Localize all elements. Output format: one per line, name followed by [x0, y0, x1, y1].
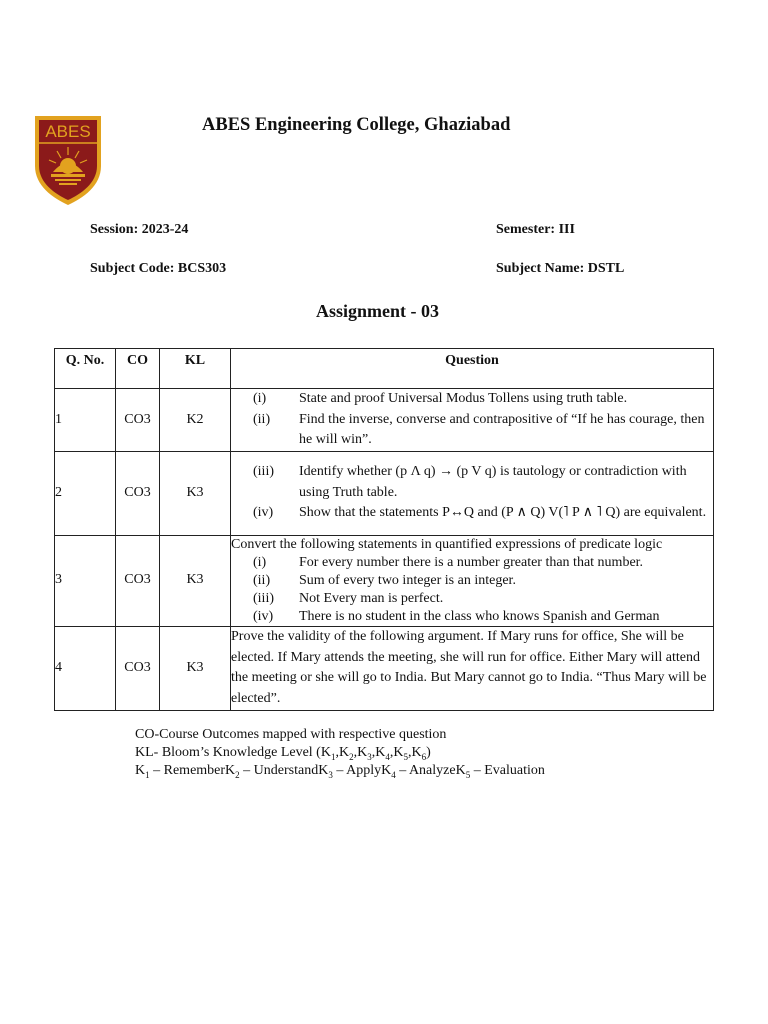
item-label: (ii) [253, 572, 271, 588]
item-text: State and proof Universal Modus Tollens using truth table. [299, 391, 628, 406]
row-question [231, 451, 714, 535]
item-text: There is no student in the class who knows Spanish and German [299, 608, 660, 624]
table-row [55, 535, 714, 626]
kl-note: KL- Bloom’s Knowledge Level $(K_1,K_2,K_3,K_4,K_5,K_6)$ [135, 745, 431, 762]
row-question [231, 535, 714, 626]
level-name: Apply [346, 763, 382, 778]
list-item [231, 389, 713, 410]
footnotes [135, 726, 545, 780]
header-qno: Q. No. [55, 349, 116, 389]
level-name: Analyze [408, 763, 456, 778]
table-header-row [55, 349, 714, 389]
item-text: Show that the statements P↔Q and (P ∧ Q) V(˥ P ∧ ˥ Q) are equivalent. [299, 505, 707, 521]
row-qno: 4 [55, 626, 116, 710]
kl-sub: 3 [367, 751, 372, 762]
row-qno: 3 [55, 535, 116, 626]
level-name: Understand [253, 763, 319, 778]
level-name: Remember [163, 763, 226, 778]
table-row [55, 389, 714, 452]
question-intro: Convert the following statements in quantified expressions of predicate logic [231, 536, 663, 552]
assignment-title: Assignment - 03 [316, 301, 440, 321]
item-label: (iii) [253, 590, 274, 606]
header-kl: KL [160, 349, 231, 389]
co-note: CO-Course Outcomes mapped with respective question [135, 727, 447, 742]
header-co: CO [116, 349, 160, 389]
levels-line: $K_1$ – RememberK$_2$ – UnderstandK$_3$ – ApplyK$_4$ – AnalyzeK$_5$ – Evaluation [135, 763, 545, 780]
college-name: ABES Engineering College, Ghaziabad [202, 115, 511, 135]
level-sub: 5 [465, 769, 471, 780]
session: Session: 2023-24 [90, 222, 189, 237]
row-kl: K3 [160, 451, 231, 535]
item-label: (i) [253, 391, 267, 406]
kl-sub: 2 [349, 751, 354, 762]
row-kl: K2 [160, 389, 231, 452]
row-question [231, 389, 714, 452]
item-label: (ii) [253, 411, 271, 427]
list-item [231, 503, 713, 524]
level-sub: 3 [328, 769, 333, 780]
subject-name: Subject Name: DSTL [496, 261, 625, 276]
level-name: Evaluation [484, 763, 545, 778]
item-label: (iv) [253, 608, 274, 624]
list-item [231, 608, 713, 626]
list-item [231, 554, 713, 572]
college-logo [33, 114, 103, 206]
list-item [231, 590, 713, 608]
semester: Semester: III [496, 222, 575, 237]
kl-prefix: KL- Bloom’s Knowledge Level (K [135, 745, 331, 760]
row-co: CO3 [116, 535, 160, 626]
list-item [231, 572, 713, 590]
row-kl: K3 [160, 535, 231, 626]
kl-sub: 4 [385, 751, 390, 762]
header-question: Question [231, 349, 714, 389]
list-item [231, 410, 713, 451]
row-co: CO3 [116, 451, 160, 535]
item-text: Find the inverse, converse and contrapositive of “If he has courage, then he will win”. [299, 411, 705, 447]
level-sub: 4 [391, 769, 396, 780]
level-sub: 1 [145, 769, 150, 780]
item-text: Sum of every two integer is an integer. [299, 572, 516, 588]
table-row [55, 626, 714, 710]
row-co: CO3 [116, 626, 160, 710]
item-label: (iv) [253, 505, 274, 521]
item-text: Identify whether (p Λ q) → (p V q) is tautology or contradiction with using Truth table. [299, 464, 687, 500]
abes-shield-icon [33, 114, 103, 206]
table-row [55, 451, 714, 535]
row-question: Prove the validity of the following argument. If Mary runs for office, She will be elected. If Mary attends the meeting, she will run for office. Either Mary will attend the meeting or she will go to India. But Mary cannot go to India. “Thus Mary will be elected”. [231, 626, 714, 710]
questions-table [54, 348, 714, 711]
kl-sub: 5 [403, 751, 408, 762]
item-label: (i) [253, 554, 267, 570]
kl-sub: 1 [330, 751, 336, 762]
kl-sub: 6 [421, 751, 427, 762]
logo-text: ABES [45, 122, 91, 141]
item-text: Not Every man is perfect. [299, 590, 444, 606]
subject-code: Subject Code: BCS303 [90, 261, 227, 276]
row-qno: 2 [55, 451, 116, 535]
row-kl: K3 [160, 626, 231, 710]
row-co: CO3 [116, 389, 160, 452]
item-label: (iii) [253, 464, 274, 480]
list-item [231, 462, 713, 503]
row-qno: 1 [55, 389, 116, 452]
item-text: For every number there is a number greater than that number. [299, 554, 644, 570]
level-sub: 2 [235, 769, 240, 780]
